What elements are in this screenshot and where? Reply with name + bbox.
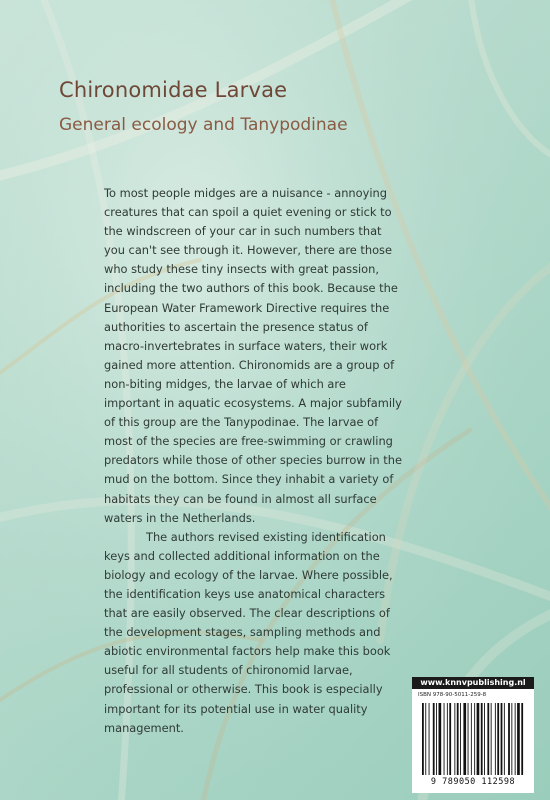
isbn-label: ISBN 978-90-5011-259-8	[418, 692, 487, 698]
blurb-paragraph-2: The authors revised existing identification keys and collected additional information on the biology and ecology of the larvae. Where possible, the identification keys use anatomical characters that are easily observed. The clear descriptions of the development stages, sampling methods and abiotic environmental factors help make this book useful for all students of chironomid larvae, professional or otherwise. This book is especially important for its potential use in water quality management.	[104, 529, 393, 735]
barcode-digits: 9 789050 112598	[430, 777, 516, 787]
book-title: Chironomidae Larvae	[59, 78, 288, 102]
blurb-text	[104, 184, 404, 738]
publisher-url: www.knnvpublishing.nl	[412, 677, 534, 689]
isbn-barcode-box	[412, 689, 534, 793]
blurb-paragraph-1: To most people midges are a nuisance - annoying creatures that can spoil a quiet evening or stick to the windscreen of your car in such numbers that you can't see through it. However, there are those who study these tiny insects with great passion, including the two authors of this book. Because the European Water Framework Directive requires the authorities to ascertain the presence status of macro-invertebrates in surface waters, their work gained more attention. Chironomids are a group of non-biting midges, the larvae of which are important in aquatic ecosystems. A major subfamily of this group are the Tanypodinae. The larvae of most of the species are free-swimming or crawling predators while those of other species burrow in the mud on the bottom. Since they inhabit a variety of habitats they can be found in almost all surface waters in the Netherlands.	[104, 186, 402, 525]
book-subtitle: General ecology and Tanypodinae	[59, 115, 348, 135]
barcode-graphic	[420, 703, 528, 779]
